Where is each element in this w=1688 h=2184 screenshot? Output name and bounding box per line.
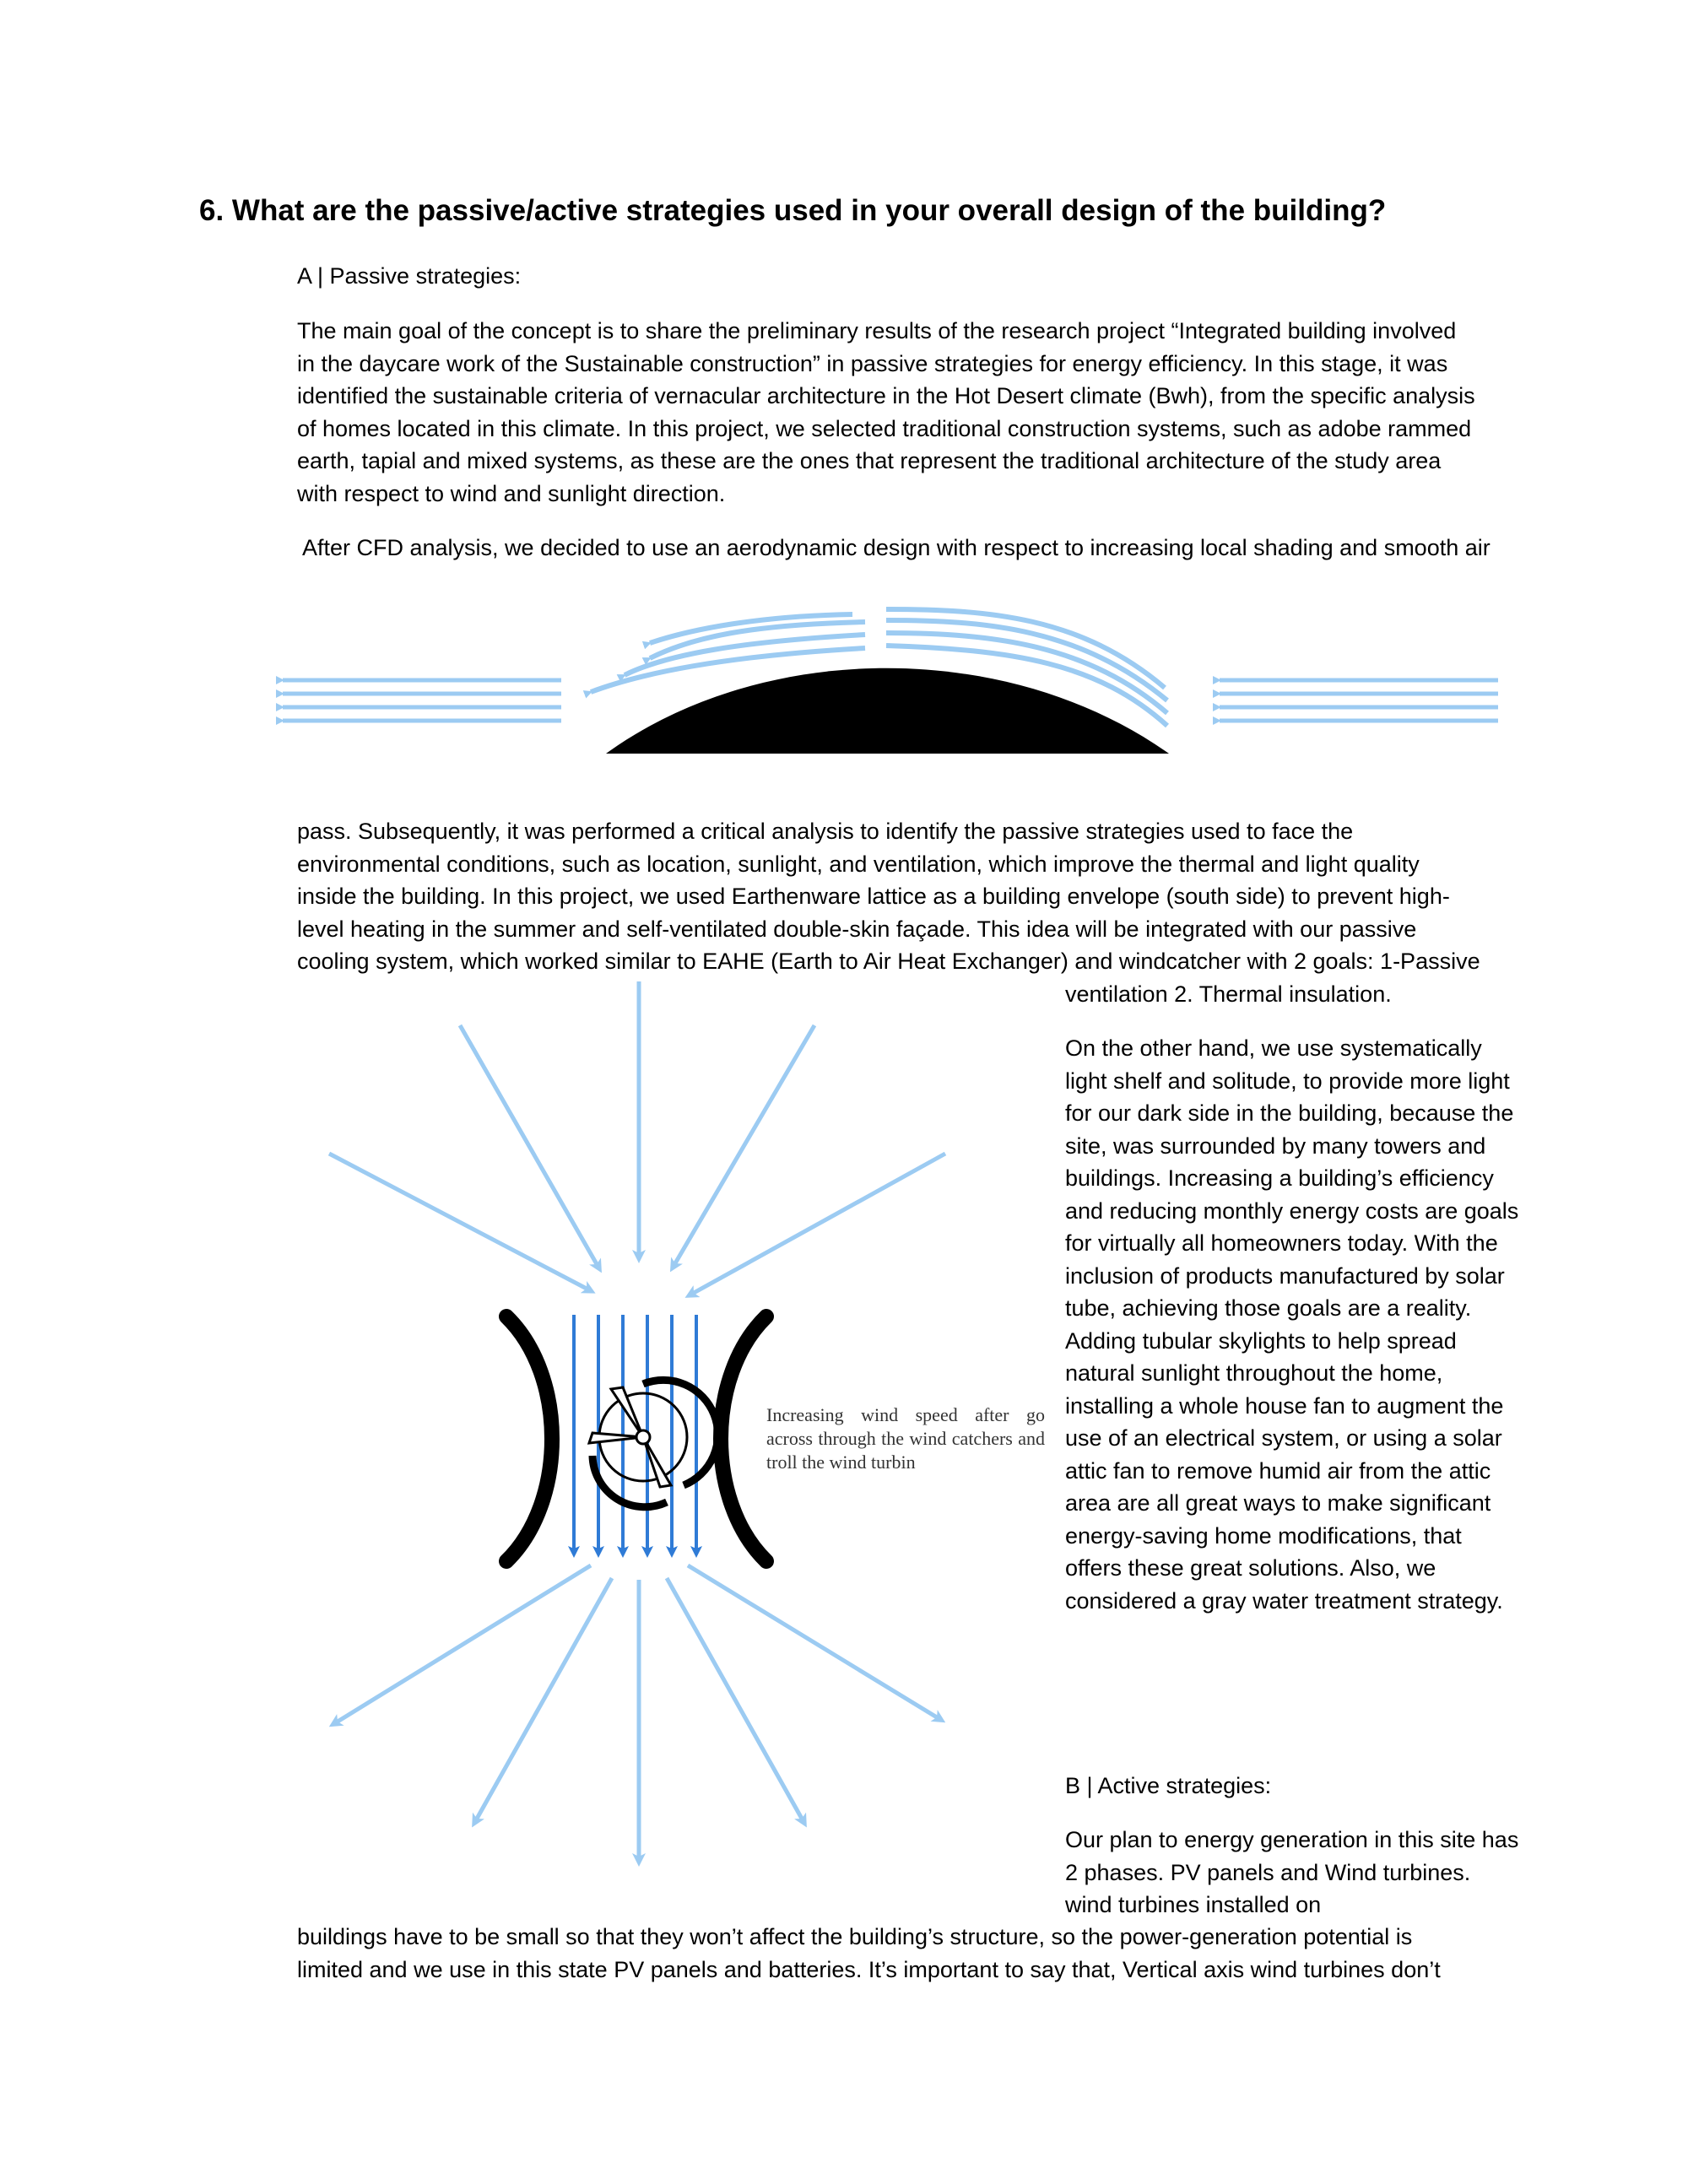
inflow-arrow-4: [329, 1154, 587, 1289]
outflow-arrow-4: [338, 1565, 591, 1722]
paragraph-line-2: environmental conditions, such as location, sunlight, and ventilation, which improve the thermal and light quality: [297, 851, 1420, 877]
dome-shape: [606, 668, 1169, 754]
passive-strategies-label: A | Passive strategies:: [297, 263, 522, 289]
inflow-arrow-2: [460, 1025, 597, 1264]
question-heading: 6. What are the passive/active strategies used in your overall design of the building?: [199, 194, 1387, 227]
wind-catcher-left-wall: [506, 1316, 552, 1561]
paragraph-concept: The main goal of the concept is to share the preliminary results of the research project “Integrated building involved in the daycare work of the Sustainable construction” in passive strategies for energy efficiency. In this stage, it was identified the sustainable criteria of vernacular architecture in the Hot Desert climate (Bwh), from the specific analysis of homes located in this climate. In this project, we selected traditional construction systems, such as adobe rammed earth, tapial and mixed systems, as these are the ones that represent the traditional architecture of the study area with respect to wind and sunlight direction.: [297, 318, 1475, 506]
outflow-arrow-3: [667, 1578, 802, 1819]
paragraph-line-5: cooling system, which worked similar to EAHE (Earth to Air Heat Exchanger) and windcatcher with 2 goals: 1-Passive: [297, 949, 1480, 974]
paragraph-energy-generation: Our plan to energy generation in this site has 2 phases. PV panels and Wind turbines. wind turbines installed on: [1065, 1827, 1519, 1917]
paragraph-line-3: inside the building. In this project, we used Earthenware lattice as a building envelope (south side) to prevent high-: [297, 884, 1450, 909]
inflow-arrow-3: [675, 1025, 814, 1263]
paragraph-line-4: level heating in the summer and self-ventilated double-skin façade. This idea will be integrated with our passive: [297, 916, 1417, 942]
paragraph-cfd-start: After CFD analysis, we decided to use an aerodynamic design with respect to increasing local shading and smooth air: [302, 535, 1491, 560]
outflow-arrow-2: [477, 1578, 612, 1819]
aerodynamic-dome-diagram: [270, 603, 1502, 764]
paragraph-bottom-line-1: buildings have to be small so that they won’t affect the building’s structure, so the power-generation potential is: [297, 1924, 1413, 1949]
paragraph-tail: ventilation 2. Thermal insulation.: [1065, 981, 1392, 1007]
outflow-arrow-5: [688, 1565, 937, 1717]
wind-turbine-icon: [589, 1380, 718, 1506]
wind-flow-over-7: [650, 622, 865, 658]
windcatcher-caption: Increasing wind speed after go across through the wind catchers and troll the wind turbin: [766, 1404, 1045, 1473]
paragraph-light-shelf: On the other hand, we use systematically light shelf and solitude, to provide more light for our dark side in the building, because the site, was surrounded by many towers and buildings. Increasing a building’s efficiency and reducing monthly energy costs are goals for virtually all homeowners today. With the inclusion of products manufactured by solar tube, achieving those goals are a reality. Adding tubular skylights to help spread natural sunlight throughout the home, installing a whole house fan to augment the use of an electrical system, or using a solar attic fan to remove humid air from the attic area are all great ways to make significant energy-saving home modifications, that offers these great solutions. Also, we considered a gray water treatment strategy.: [1065, 1035, 1519, 1614]
paragraph-bottom-line-2: limited and we use in this state PV panels and batteries. It’s important to say that, Vertical axis wind turbines don’t: [297, 1957, 1441, 1982]
inflow-arrow-5: [694, 1154, 945, 1293]
wind-catcher-right-wall: [721, 1316, 766, 1561]
active-strategies-label: B | Active strategies:: [1065, 1773, 1272, 1798]
paragraph-line-1: pass. Subsequently, it was performed a critical analysis to identify the passive strategies used to face the: [297, 819, 1354, 844]
